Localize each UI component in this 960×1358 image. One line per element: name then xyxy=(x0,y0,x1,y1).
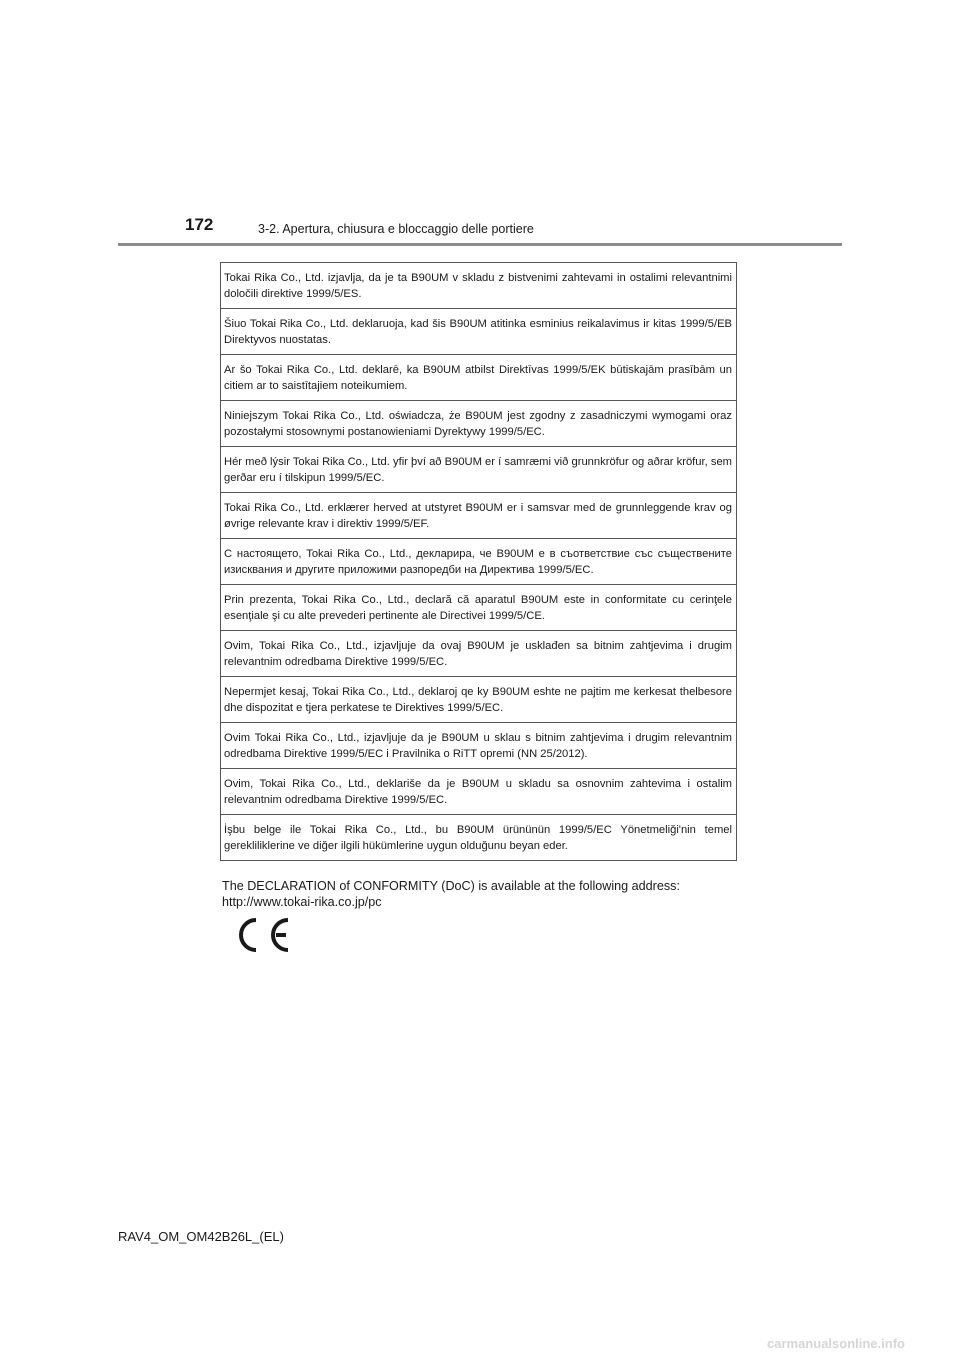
document-code: RAV4_OM_OM42B26L_(EL) xyxy=(118,1229,284,1244)
table-row xyxy=(221,539,737,585)
declaration-norwegian: Tokai Rika Co., Ltd. erklærer herved at utstyret B90UM er i samsvar med de grunnleggende krav og øvrige relevante krav i direktiv 1999/5/EF. xyxy=(221,493,737,539)
page-number: 172 xyxy=(185,215,214,234)
doc-note-text: The DECLARATION of CONFORMITY (DoC) is available at the following address: xyxy=(222,879,680,893)
declaration-serbian: Ovim, Tokai Rika Co., Ltd., deklariše da je B90UM u skladu sa osnovnim zahtevima i ostalim relevantnim odredbama Direktive 1999/5/EC. xyxy=(221,769,737,815)
table-row xyxy=(221,493,737,539)
table-row xyxy=(221,355,737,401)
table-row xyxy=(221,447,737,493)
declaration-turkish: İşbu belge ile Tokai Rika Co., Ltd., bu B90UM ürününün 1999/5/EC Yönetmeliği'nin temel gerekliliklerine ve diğer ilgili hükümlerine uygun olduğunu beyan eder. xyxy=(221,815,737,861)
table-row xyxy=(221,769,737,815)
declaration-polish: Niniejszym Tokai Rika Co., Ltd. oświadcza, że B90UM jest zgodny z zasadniczymi wymogami oraz pozostałymi stosownymi postanowieniami Dyrektywy 1999/5/EC. xyxy=(221,401,737,447)
declaration-bulgarian: С настоящето, Tokai Rika Co., Ltd., декларира, че B90UM е в съответствие със съществените изисквания и другите приложими разпоредби на Директива 1999/5/EC. xyxy=(221,539,737,585)
declaration-icelandic: Hér með lýsir Tokai Rika Co., Ltd. yfir því að B90UM er í samræmi við grunnkröfur og aðrar kröfur, sem gerðar eru í tilskipun 1999/5/EC. xyxy=(221,447,737,493)
declaration-latvian: Ar šo Tokai Rika Co., Ltd. deklarē, ka B90UM atbilst Direktīvas 1999/5/EK būtiskajām prasībām un citiem ar to saistītajiem noteikumiem. xyxy=(221,355,737,401)
ce-mark-icon xyxy=(238,917,294,953)
table-row xyxy=(221,723,737,769)
declaration-bosnian: Ovim, Tokai Rika Co., Ltd., izjavljuje da ovaj B90UM je usklađen sa bitnim zahtjevima i drugim relevantnim odredbama Direktive 1999/5/EC. xyxy=(221,631,737,677)
declaration-croatian: Ovim Tokai Rika Co., Ltd., izjavljuje da je B90UM u sklau s bitnim zahtjevima i drugim relevantnim odredbama Direktive 1999/5/EC i Pravilnika o RiTT opremi (NN 25/2012). xyxy=(221,723,737,769)
doc-availability-note xyxy=(222,878,742,910)
section-title: 3-2. Apertura, chiusura e bloccaggio delle portiere xyxy=(258,222,534,236)
declaration-romanian: Prin prezenta, Tokai Rika Co., Ltd., declară că aparatul B90UM este in conformitate cu cerinţele esenţiale şi cu alte prevederi pertinente ale Directivei 1999/5/CE. xyxy=(221,585,737,631)
table-row xyxy=(221,401,737,447)
declaration-albanian: Nepermjet kesaj, Tokai Rika Co., Ltd., deklaroj qe ky B90UM eshte ne pajtim me kerkesat thelbesore dhe dispozitat e tjera perkatese te Direktives 1999/5/EC. xyxy=(221,677,737,723)
doc-url-link[interactable]: http://www.tokai-rika.co.jp/pc xyxy=(222,895,382,909)
table-row xyxy=(221,585,737,631)
table-row xyxy=(221,631,737,677)
watermark: carmanualsonline.info xyxy=(767,1336,905,1351)
header-divider xyxy=(118,243,842,246)
declaration-slovenian: Tokai Rika Co., Ltd. izjavlja, da je ta B90UM v skladu z bistvenimi zahtevami in ostalimi relevantnimi določili direktive 1999/5/ES. xyxy=(221,263,737,309)
declaration-lithuanian: Šiuo Tokai Rika Co., Ltd. deklaruoja, kad šis B90UM atitinka esminius reikalavimus ir kitas 1999/5/EB Direktyvos nuostatas. xyxy=(221,309,737,355)
declarations-table xyxy=(220,262,737,861)
table-row xyxy=(221,677,737,723)
table-row xyxy=(221,263,737,309)
table-row xyxy=(221,309,737,355)
table-row xyxy=(221,815,737,861)
